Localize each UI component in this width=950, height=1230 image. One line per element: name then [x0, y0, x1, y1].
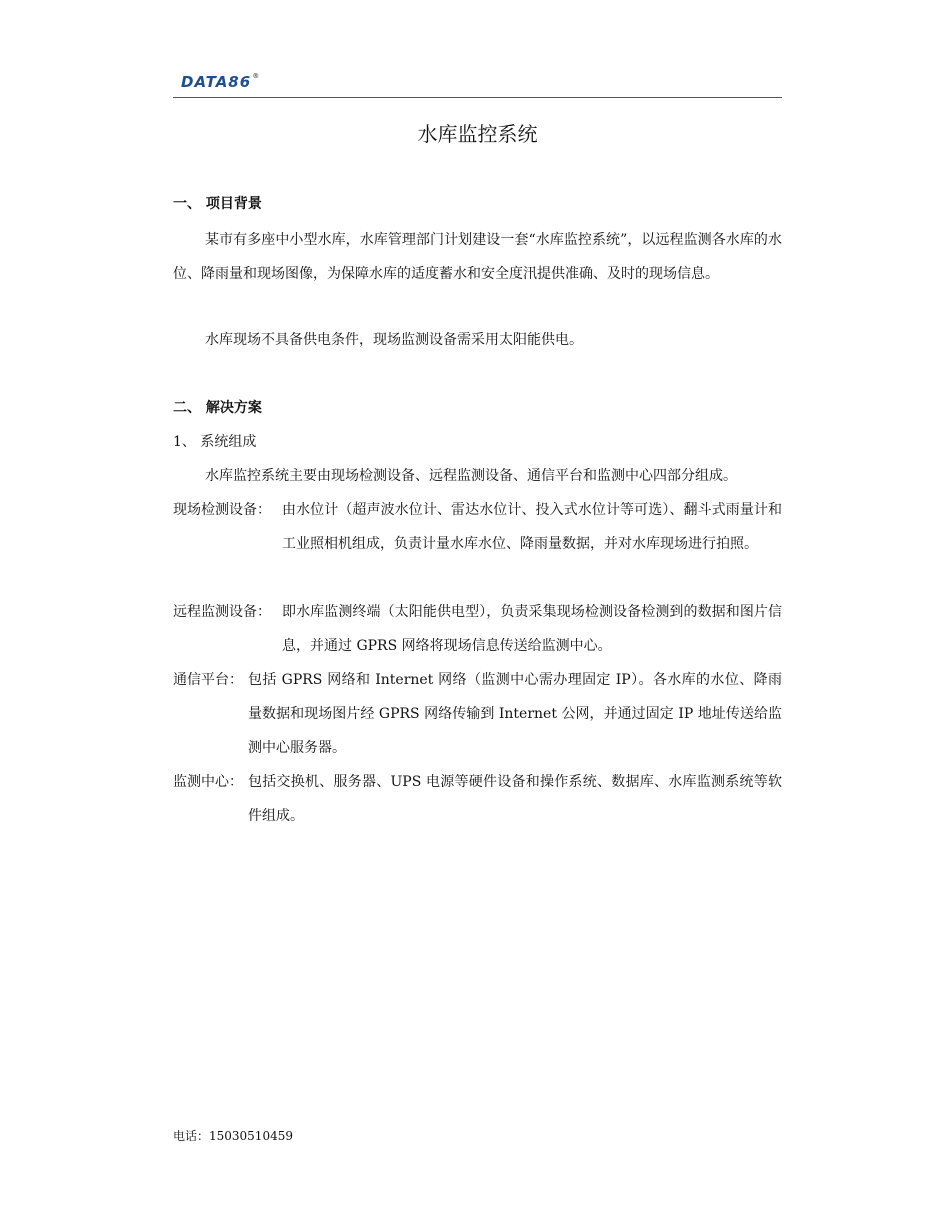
definition-desc: 即水库监测终端（太阳能供电型），负责采集现场检测设备检测到的数据和图片信息，并通过 GPRS 网络将现场信息传送给监测中心。 [282, 604, 782, 654]
section-2-heading: 二、 解决方案 [173, 400, 262, 416]
definition-desc: 由水位计（超声波水位计、雷达水位计、投入式水位计等可选）、翻斗式雨量计和工业照相机组成，负责计量水库水位、降雨量数据，并对水库现场进行拍照。 [282, 502, 782, 552]
definition-item [173, 765, 782, 833]
definition-item [173, 493, 782, 561]
definition-term: 现场检测设备： [173, 502, 271, 518]
document-title: 水库监控系统 [417, 122, 538, 146]
definition-term: 监测中心： [173, 774, 243, 790]
section-1-heading: 一、 项目背景 [173, 196, 262, 212]
section-2-intro: 水库监控系统主要由现场检测设备、远程监测设备、通信平台和监测中心四部分组成。 [205, 468, 737, 484]
definition-item [173, 595, 782, 663]
subsection-heading: 1、 系统组成 [173, 434, 257, 450]
section-1-paragraph-2: 水库现场不具备供电条件，现场监测设备需采用太阳能供电。 [205, 332, 583, 348]
definition-term: 远程监测设备： [173, 604, 271, 620]
definition-desc: 包括 GPRS 网络和 Internet 网络（监测中心需办理固定 IP）。各水库的水位、降雨量数据和现场图片经 GPRS 网络传输到 Internet 公网，并通过固定 IP 地址传送给监测中心服务器。 [248, 672, 782, 756]
definition-desc: 包括交换机、服务器、UPS 电源等硬件设备和操作系统、数据库、水库监测系统等软件组成。 [248, 774, 782, 824]
section-1-paragraph-1: 某市有多座中小型水库，水库管理部门计划建设一套“水库监控系统”，以远程监测各水库的水位、降雨量和现场图像，为保障水库的适度蓄水和安全度汛提供准确、及时的现场信息。 [173, 232, 782, 282]
footer-phone: 电话：15030510459 [173, 1129, 293, 1143]
page-header [173, 68, 782, 98]
company-logo: DATA86® [181, 72, 261, 91]
definition-item [173, 663, 782, 765]
definition-term: 通信平台： [173, 672, 243, 688]
